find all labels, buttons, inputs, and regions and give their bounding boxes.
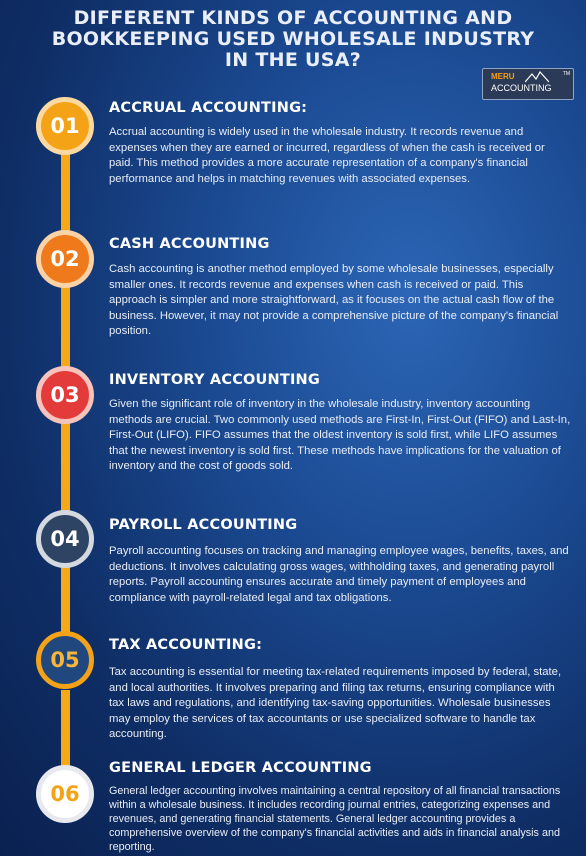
title-line-1: DIFFERENT KINDS OF ACCOUNTING AND (73, 7, 513, 29)
meru-accounting-logo (482, 68, 574, 100)
section-title: CASH ACCOUNTING (109, 236, 270, 252)
section-title: GENERAL LEDGER ACCOUNTING (109, 760, 372, 776)
timeline-connector (61, 690, 70, 766)
logo-name: ACCOUNTING (491, 83, 552, 93)
timeline-connector (61, 286, 70, 372)
step-number-01: 01 (36, 97, 94, 155)
timeline-connector (61, 565, 70, 634)
step-number-02: 02 (36, 230, 94, 288)
mountain-icon (525, 71, 549, 83)
section-title: ACCRUAL ACCOUNTING: (109, 100, 308, 116)
step-number-03: 03 (36, 366, 94, 424)
page-title (0, 8, 586, 71)
section-body: Cash accounting is another method employed by some wholesale businesses, especially smaller ones. It records revenue and expenses when cash is received or paid. This approach is simpler and more straightforward, as it focuses on the actual cash flow of the business. However, it may not provide a comprehensive picture of the company's financial position. (109, 263, 559, 337)
section-body: General ledger accounting involves maintaining a central repository of all financial transactions within a wholesale business. It includes recording journal entries, categorizing expenses and revenues, and generating financial statements. General ledger accounting provides a comprehensive overview of the company's financial activities and aids in financial analysis and reporting. (109, 785, 561, 853)
step-number-05: 05 (36, 631, 94, 689)
section-title: PAYROLL ACCOUNTING (109, 517, 298, 533)
timeline-connector (61, 150, 70, 235)
title-line-2: BOOKKEEPING USED WHOLESALE INDUSTRY (51, 28, 535, 50)
step-number-04: 04 (36, 510, 94, 568)
section-body: Tax accounting is essential for meeting tax-related requirements imposed by federal, state, and local authorities. It involves preparing and filing tax returns, ensuring compliance with tax laws and regulations, and identifying tax-saving opportunities. Wholesale businesses may employ the services of tax accountants or use specialized software to handle tax accounting. (109, 666, 562, 740)
section-body: Given the significant role of inventory in the wholesale industry, inventory accounting methods are crucial. Two commonly used methods are First-In, First-Out (FIFO) and Last-In, First-Out (LIFO). FIFO assumes that the oldest inventory is sold first, while LIFO assumes that the newest inventory is sold first. These methods have implications for the valuation of inventory and the cost of goods sold. (109, 398, 571, 472)
timeline-connector (61, 422, 70, 514)
section-body: Accrual accounting is widely used in the wholesale industry. It records revenue and expenses when they are earned or incurred, regardless of when the cash is received or paid. This method provides a more accurate representation of a company's financial performance and helps in matching revenues with associated expenses. (109, 126, 545, 185)
title-line-3: IN THE USA? (224, 49, 362, 71)
step-number-06: 06 (36, 765, 94, 823)
logo-brand: MERU (491, 72, 515, 81)
section-title: INVENTORY ACCOUNTING (109, 372, 320, 388)
logo-trademark: TM (562, 71, 570, 77)
section-title: TAX ACCOUNTING: (109, 637, 263, 653)
section-body: Payroll accounting focuses on tracking and managing employee wages, benefits, taxes, and deductions. It involves calculating gross wages, withholding taxes, and generating payroll reports. Payroll accounting ensures accurate and timely payment of employees and compliance with payroll-related legal and tax obligations. (109, 545, 569, 604)
